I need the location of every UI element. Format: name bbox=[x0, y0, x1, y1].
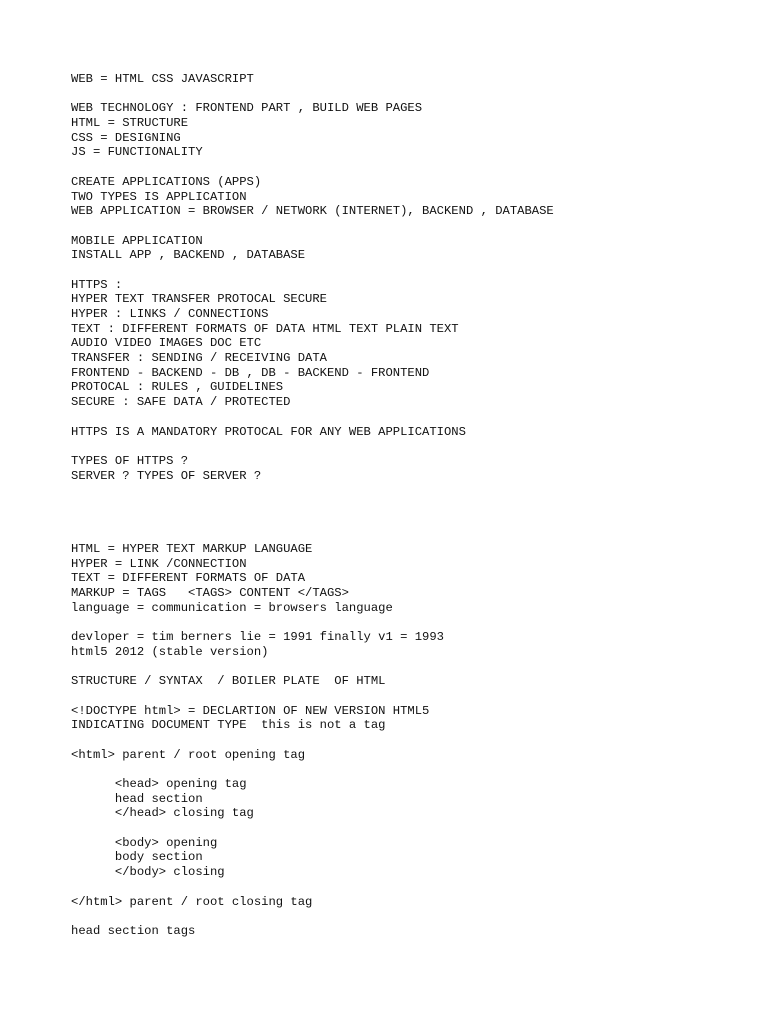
text-line: TYPES OF HTTPS ? bbox=[71, 453, 189, 468]
text-line: TEXT : DIFFERENT FORMATS OF DATA HTML TEXT PLAIN TEXT bbox=[71, 321, 459, 336]
blank-line bbox=[71, 909, 731, 924]
blank-line bbox=[71, 483, 731, 498]
blank-line bbox=[71, 527, 731, 542]
text-line: CSS = DESIGNING bbox=[71, 130, 181, 145]
blank-line bbox=[71, 160, 731, 175]
blank-line bbox=[71, 660, 731, 675]
text-line: head section tags bbox=[71, 923, 196, 938]
text-line: TRANSFER : SENDING / RECEIVING DATA bbox=[71, 351, 327, 366]
text-line: STRUCTURE / SYNTAX / BOILER PLATE OF HTML bbox=[71, 674, 386, 689]
text-line: HTML = STRUCTURE bbox=[71, 116, 189, 131]
text-line: <html> parent / root opening tag bbox=[71, 747, 306, 762]
blank-line bbox=[71, 263, 731, 278]
blank-line bbox=[71, 87, 731, 102]
text-line: JS = FUNCTIONALITY bbox=[71, 145, 203, 160]
text-line: <!DOCTYPE html> = DECLARTION OF NEW VERSION HTML5 bbox=[71, 703, 430, 718]
text-line: HTTPS IS A MANDATORY PROTOCAL FOR ANY WEB APPLICATIONS bbox=[71, 424, 466, 439]
text-line: devloper = tim berners lie = 1991 finally v1 = 1993 bbox=[71, 630, 444, 645]
blank-line bbox=[71, 615, 731, 630]
text-line: </html> parent / root closing tag bbox=[71, 894, 313, 909]
blank-line bbox=[71, 410, 731, 425]
text-line: <head> opening tag bbox=[71, 777, 247, 791]
text-line: FRONTEND - BACKEND - DB , DB - BACKEND - FRONTEND bbox=[71, 365, 430, 380]
text-line: HTML = HYPER TEXT MARKUP LANGUAGE bbox=[71, 542, 313, 556]
text-line: TWO TYPES IS APPLICATION bbox=[71, 189, 247, 204]
text-line: INSTALL APP , BACKEND , DATABASE bbox=[71, 248, 306, 263]
blank-line bbox=[71, 762, 731, 777]
text-line: HTTPS : bbox=[71, 277, 123, 292]
text-line: PROTOCAL : RULES , GUIDELINES bbox=[71, 380, 284, 395]
text-line: HYPER = LINK /CONNECTION bbox=[71, 556, 247, 571]
text-line: INDICATING DOCUMENT TYPE this is not a tag bbox=[71, 718, 386, 733]
blank-line bbox=[71, 513, 731, 528]
text-line: head section bbox=[71, 791, 203, 806]
text-line: body section bbox=[71, 850, 203, 865]
text-line: SERVER ? TYPES OF SERVER ? bbox=[71, 468, 262, 483]
blank-line bbox=[71, 821, 731, 836]
text-line: HYPER TEXT TRANSFER PROTOCAL SECURE bbox=[71, 292, 327, 307]
text-line: SECURE : SAFE DATA / PROTECTED bbox=[71, 395, 291, 410]
blank-line bbox=[71, 219, 731, 234]
blank-line bbox=[71, 498, 731, 513]
text-line: </head> closing tag bbox=[71, 806, 254, 821]
text-line: WEB APPLICATION = BROWSER / NETWORK (INTERNET), BACKEND , DATABASE bbox=[71, 204, 554, 219]
text-line: WEB = HTML CSS JAVASCRIPT bbox=[71, 72, 254, 86]
text-line: language = communication = browsers language bbox=[71, 600, 393, 615]
text-line: <body> opening bbox=[71, 835, 218, 850]
blank-line bbox=[71, 689, 731, 704]
blank-line bbox=[71, 733, 731, 748]
text-line: html5 2012 (stable version) bbox=[71, 644, 269, 659]
text-line: CREATE APPLICATIONS (APPS) bbox=[71, 174, 262, 189]
blank-line bbox=[71, 439, 731, 454]
text-line: HYPER : LINKS / CONNECTIONS bbox=[71, 307, 269, 321]
text-line: TEXT = DIFFERENT FORMATS OF DATA bbox=[71, 571, 306, 586]
text-line: </body> closing bbox=[71, 865, 225, 880]
blank-line bbox=[71, 880, 731, 895]
text-line: MARKUP = TAGS <TAGS> CONTENT </TAGS> bbox=[71, 586, 349, 601]
text-line: MOBILE APPLICATION bbox=[71, 233, 203, 248]
text-line: WEB TECHNOLOGY : FRONTEND PART , BUILD WEB PAGES bbox=[71, 101, 423, 116]
document-body bbox=[71, 72, 731, 939]
text-line: AUDIO VIDEO IMAGES DOC ETC bbox=[71, 336, 262, 351]
